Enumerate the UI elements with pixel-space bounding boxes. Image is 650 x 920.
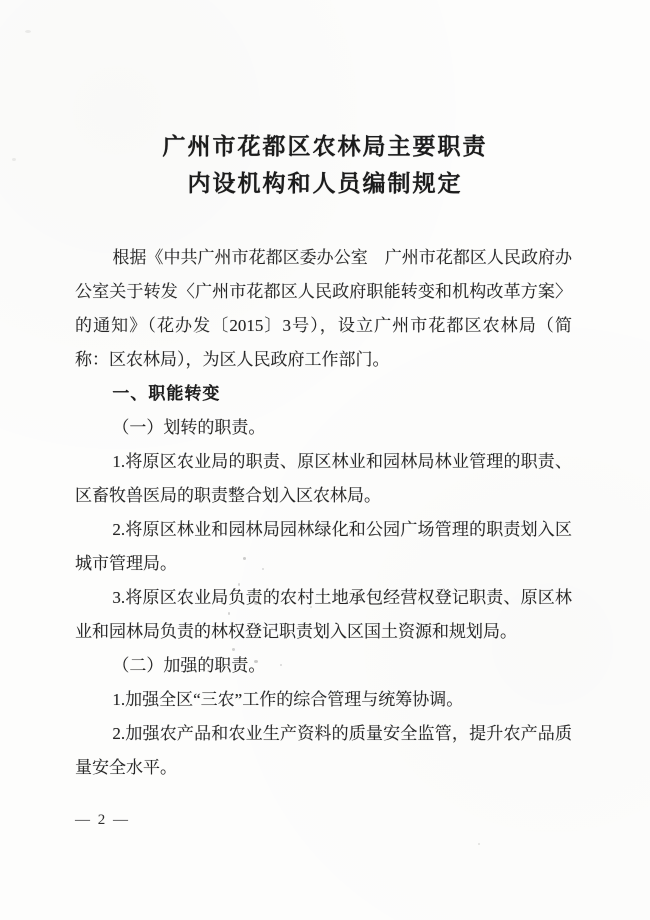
scan-smudge (232, 648, 235, 651)
section-heading-1: 一、职能转变 (112, 384, 221, 403)
paragraph-item-1: 1.将原区农业局的职责、原区林业和园林局林业管理的职责、区畜牧兽医局的职责整合划入区农林局。 (75, 452, 572, 505)
scan-smudge (271, 627, 273, 629)
scan-smudge (228, 612, 230, 615)
paragraph-strengthen-1: 1.加强全区“三农”工作的综合管理与统筹协调。 (112, 690, 464, 709)
scan-smudge (478, 843, 480, 845)
document-title-line-1: 广州市花都区农林局主要职责 (162, 133, 488, 159)
scan-smudge (262, 568, 264, 570)
scan-smudge (25, 30, 31, 33)
scan-smudge (254, 601, 258, 605)
paragraph-basis: 根据《中共广州市花都区委办公室 广州市花都区人民政府办公室关于转发〈广州市花都区人民政府职能转变和机构改革方案〉的通知》（花办发〔2015〕3号），设立广州市花都区农林局（简称：区农林局），为区人民政府工作部门。 (75, 248, 572, 369)
subsection-heading-1-1: （一）划转的职责。 (112, 418, 266, 437)
scan-smudge (254, 660, 258, 663)
paragraph-item-2: 2.将原区林业和园林局园林绿化和公园广场管理的职责划入区城市管理局。 (75, 520, 572, 573)
scan-smudge (247, 634, 250, 637)
paragraph-item-3: 3.将原区农业局负责的农村土地承包经营权登记职责、原区林业和园林局负责的林权登记职责划入区国土资源和规划局。 (75, 588, 572, 641)
document-title (0, 128, 650, 202)
scan-smudge (156, 592, 158, 594)
scan-smudge (203, 624, 205, 626)
scan-smudge (238, 583, 240, 586)
page-number: — 2 — (75, 812, 130, 828)
document-title-line-2: 内设机构和人员编制规定 (187, 170, 463, 196)
document-body (75, 241, 572, 785)
scan-smudge (280, 664, 282, 666)
scan-smudge (214, 596, 217, 599)
subsection-heading-1-2: （二）加强的职责。 (112, 656, 266, 675)
scan-smudge (310, 606, 312, 608)
scan-smudge (243, 557, 246, 560)
paragraph-strengthen-2: 2.加强农产品和农业生产资料的质量安全监管，提升农产品质量安全水平。 (75, 724, 572, 777)
scan-smudge (12, 158, 16, 161)
